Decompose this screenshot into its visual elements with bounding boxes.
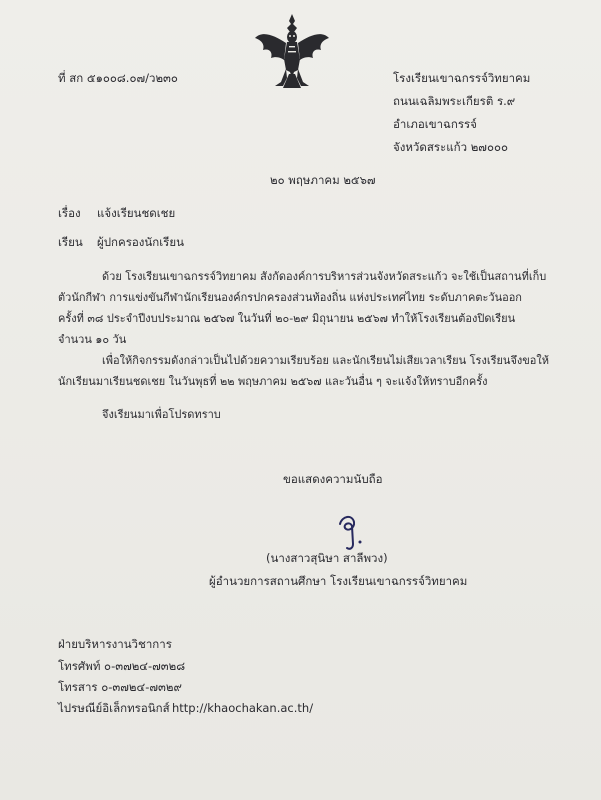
contact-fax: โทรสาร ๐-๓๗๒๔-๗๓๒๙ — [58, 680, 182, 694]
body-para3: จึงเรียนมาเพื่อโปรดทราบ — [102, 408, 221, 421]
contact-department: ฝ่ายบริหารงานวิชาการ — [58, 637, 172, 651]
recipient-label: เรียน — [58, 235, 83, 249]
signatory-name: (นางสาวสุนิษา สาลีพวง) — [266, 551, 388, 565]
signatory-position: ผู้อำนวยการสถานศึกษา โรงเรียนเขาฉกรรจ์วิทยาคม — [209, 574, 468, 588]
contact-phone: โทรศัพท์ ๐-๓๗๒๔-๗๓๒๘ — [58, 659, 186, 673]
body-para2-line1: เพื่อให้กิจกรรมดังกล่าวเป็นไปด้วยความเรียบร้อย และนักเรียนไม่เสียเวลาเรียน โรงเรียนจึงขอให้ — [102, 354, 550, 367]
sender-province: จังหวัดสระแก้ว ๒๗๐๐๐ — [393, 140, 509, 154]
subject-text: แจ้งเรียนชดเชย — [97, 206, 176, 220]
contact-email-link[interactable]: http://khaochakan.ac.th/ — [172, 701, 314, 715]
body-para1-line2: ตัวนักกีฬา การแข่งขันกีฬานักเรียนองค์กรปกครองส่วนท้องถิ่น แห่งประเทศไทย ระดับภาคตะวันออก — [58, 291, 522, 304]
document-number: ที่ สก ๕๑๐๐๘.๐๗/ว๒๓๐ — [58, 71, 178, 85]
closing: ขอแสดงความนับถือ — [283, 472, 383, 486]
handwritten-signature-icon — [330, 508, 370, 554]
sender-district: อำเภอเขาฉกรรจ์ — [393, 117, 477, 131]
body-para1-line3: ครั้งที่ ๓๘ ประจำปีงบประมาณ ๒๕๖๗ ในวันที่ ๒๐-๒๙ มิถุนายน ๒๕๖๗ ทำให้โรงเรียนต้องปิดเรียน — [58, 312, 516, 325]
recipient-text: ผู้ปกครองนักเรียน — [97, 235, 184, 249]
sender-road: ถนนเฉลิมพระเกียรติ ร.๙ — [393, 94, 516, 108]
letter-date: ๒๐ พฤษภาคม ๒๕๖๗ — [270, 173, 376, 187]
sender-name: โรงเรียนเขาฉกรรจ์วิทยาคม — [393, 71, 531, 85]
body-para1-line4: จำนวน ๑๐ วัน — [58, 333, 127, 346]
garuda-emblem-icon — [253, 12, 331, 92]
contact-email-label: ไปรษณีย์อิเล็กทรอนิกส์ — [58, 701, 170, 715]
body-para2-line2: นักเรียนมาเรียนชดเชย ในวันพุธที่ ๒๒ พฤษภาคม ๒๕๖๗ และวันอื่น ๆ จะแจ้งให้ทราบอีกครั้ง — [58, 375, 488, 388]
body-para1-line1: ด้วย โรงเรียนเขาฉกรรจ์วิทยาคม สังกัดองค์การบริหารส่วนจังหวัดสระแก้ว จะใช้เป็นสถานที่เก็บ — [102, 270, 547, 283]
subject-label: เรื่อง — [58, 206, 81, 220]
